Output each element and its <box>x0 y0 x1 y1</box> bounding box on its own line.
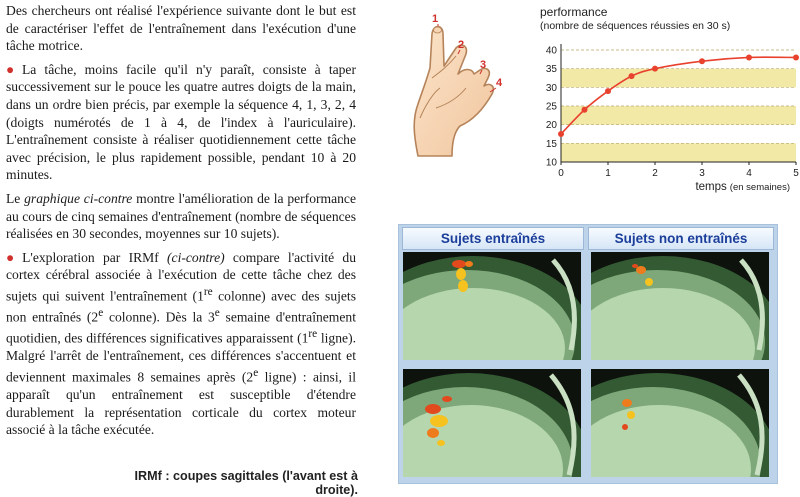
mri-scan-trained-week8 <box>403 369 581 477</box>
superscript: e <box>253 366 259 379</box>
grid-band <box>561 69 796 88</box>
mri-paragraph <box>6 249 356 439</box>
data-point <box>582 107 588 113</box>
task-text: La tâche, moins facile qu'il n'y paraît, consiste à taper successivement sur le pouce les quatre autres doigts de la main, dans un ordre bien précis, par exemple la séquence 4, 1, 3, 2, 4 (doigts numérotés de 1 à 4, de l'index à l'auriculaire). L'entraînement consiste à réaliser quotidiennement cette tâche avec précision, le plus rapidement possible, pendant 10 à 20 minutes. <box>6 61 356 183</box>
superscript: re <box>203 285 213 298</box>
y-tick-label: 35 <box>545 64 557 76</box>
y-tick-label: 25 <box>545 101 557 113</box>
grid-band <box>561 143 796 162</box>
superscript: re <box>308 328 318 341</box>
finger-label-1: 1 <box>432 13 439 25</box>
finger-label-2: 2 <box>458 39 465 51</box>
y-tick-label: 15 <box>545 138 557 150</box>
y-tick-label: 10 <box>545 157 557 169</box>
data-point <box>629 73 635 79</box>
x-tick-label: 0 <box>558 168 564 179</box>
chart-title: performance <box>540 5 608 19</box>
mri-text-italic: (ci-contre) <box>167 249 225 265</box>
data-point <box>605 88 611 94</box>
mri-text-c: colonne) avec des sujets non entraînés (2 <box>6 288 356 325</box>
mri-scan-untrained-week3 <box>591 252 769 360</box>
graph-text-a: Le <box>6 190 25 206</box>
mri-text-f: ligne). Malgré l'arrêt de l'entraînement, ces différences s'accentuent et deviennent maximales 8 semaines après (2 <box>6 330 356 385</box>
mri-text-g: ligne) : ainsi, il apparaît qu'un entraînement est susceptible d'étendre durablement la représentation corticale du cortex moteur associé à la tâche exécutée. <box>6 369 356 438</box>
y-tick-label: 20 <box>545 120 557 132</box>
graph-paragraph <box>6 190 356 243</box>
mri-text-b: compare l'activité du cortex cérébral associée à l'exécution de cette tâche chez des sujets qui suivent l'entraînement (1 <box>6 249 356 304</box>
mri-panel <box>398 224 778 484</box>
y-tick-label: 40 <box>545 45 557 57</box>
graph-text-italic: graphique ci-contre <box>24 190 133 206</box>
mri-scan-untrained-week8 <box>591 369 769 477</box>
finger-label-4: 4 <box>496 77 503 89</box>
mri-text-a: L'exploration par IRMf <box>22 249 168 265</box>
article-text <box>6 2 356 445</box>
x-tick-label: 4 <box>746 168 752 179</box>
intro-paragraph: Des chercheurs ont réalisé l'expérience suivante dont le but est de caractériser l'effet de l'entraînement dans l'exécution d'une tâche motrice. <box>6 3 356 54</box>
data-point <box>793 54 799 60</box>
mri-scan-trained-week3 <box>403 252 581 360</box>
y-tick-label: 30 <box>545 82 557 94</box>
superscript: e <box>214 307 220 320</box>
data-point <box>652 66 658 72</box>
task-paragraph <box>6 61 356 184</box>
hand-illustration <box>396 8 524 160</box>
graph-text-b: montre l'amélioration de la performance au cours de cinq semaines d'entraînement (nombre de séquences réalisées en 30 secondes, moyennes sur 10 sujets). <box>6 190 356 242</box>
x-tick-label: 3 <box>699 168 705 179</box>
chart-subtitle: (nombre de séquences réussies en 30 s) <box>540 20 731 32</box>
data-point <box>746 54 752 60</box>
mri-caption: IRMf : coupes sagittales (l'avant est à droite). <box>134 469 358 497</box>
performance-chart <box>528 2 800 198</box>
mri-header-untrained: Sujets non entraînés <box>588 227 774 250</box>
mri-text-d: colonne). Dès la 3 <box>103 309 215 325</box>
x-axis-label-main: temps <box>695 181 727 193</box>
x-tick-label: 2 <box>652 168 658 179</box>
data-point <box>558 131 564 137</box>
data-point <box>699 58 705 64</box>
mri-header-trained: Sujets entraînés <box>402 227 584 250</box>
mri-text-e: semaine d'entraînement quotidien, des différences significatives apparaissent (1 <box>6 309 356 346</box>
x-axis-label <box>695 181 790 193</box>
bullet-icon: ● <box>6 61 19 77</box>
grid-band <box>561 106 796 125</box>
finger-label-3: 3 <box>480 59 487 71</box>
x-tick-label: 5 <box>793 168 799 179</box>
superscript: e <box>98 307 104 320</box>
bullet-icon: ● <box>6 249 20 265</box>
x-tick-label: 1 <box>605 168 611 179</box>
x-axis-label-unit: (en semaines) <box>729 182 790 193</box>
